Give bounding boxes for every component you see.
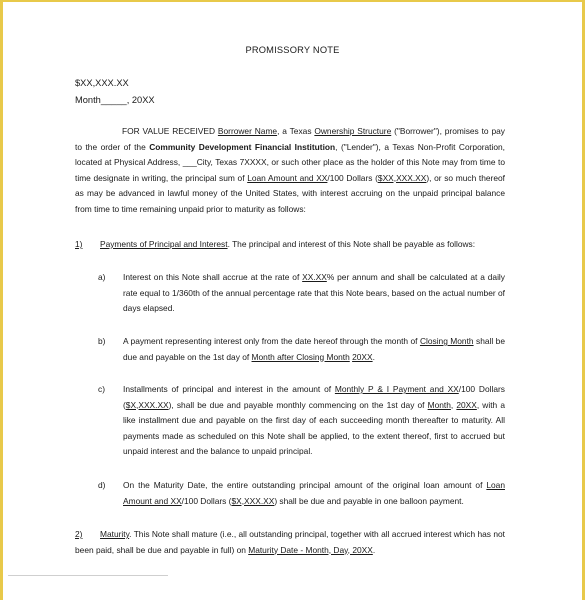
item-letter: d) xyxy=(98,480,106,490)
intro-text: ), or so much thereof as may be advanced in lawful money of the United States, with interest accruing on the unpaid principal balance from time to time remaining unpaid prior to maturity as follows: xyxy=(75,172,505,214)
section-1-heading xyxy=(75,237,505,253)
list-item xyxy=(98,270,505,317)
section-text: . This Note shall mature (i.e., all outstanding principal, together with all accrued interest which has not been paid, shall be due and payable in full) on xyxy=(75,529,505,555)
item-text xyxy=(123,270,505,317)
text-run: ), shall be due and payable monthly commencing on the 1st day of xyxy=(168,399,428,410)
text-run: . xyxy=(372,351,375,362)
intro-paragraph xyxy=(75,124,505,217)
text-run: Installments of principal and interest in the amount of xyxy=(123,384,335,394)
note-amount: $XX,XXX.XX xyxy=(75,78,129,88)
ownership-structure-field: Ownership Structure xyxy=(314,126,392,136)
borrower-name-field: Borrower Name xyxy=(217,126,278,136)
month-after-closing-field: Month after Closing Month xyxy=(251,351,350,362)
intro-text: ("Borrower"), promises to pay to the order of the xyxy=(75,126,505,152)
text-run: Interest on this Note shall accrue at the rate of xyxy=(123,272,303,282)
text-run: A payment representing interest only from the date hereof through the month of xyxy=(123,336,420,346)
watermark-strip xyxy=(8,575,168,598)
text-run: , with a like installment due and payable on the first day of each succeeding month thereafter to maturity. All payments made as scheduled on this Note shall be applied, to the extent thereof, first to accrued but unpaid interest and the balance to unpaid principal. xyxy=(123,399,505,456)
section-text: . xyxy=(372,544,376,555)
item-text xyxy=(123,478,505,509)
section-title: Maturity xyxy=(100,529,130,539)
year-field: 20XX xyxy=(352,351,373,362)
lender-name: Community Development Financial Institution xyxy=(149,141,336,152)
loan-amount-number-field: $X,XXX.XX xyxy=(231,495,275,506)
month-field: Month xyxy=(427,399,451,410)
text-run: shall be due and payable on the 1st day of xyxy=(123,336,505,362)
loan-amount-words-field: Loan Amount and XX xyxy=(123,480,505,506)
text-run: % per annum and shall be calculated at a daily rate equal to 1/360th of the annual percentage rate that this Note bears, based on the actual number of days elapsed. xyxy=(123,272,505,313)
maturity-date-field: Maturity Date - Month, Day, 20XX xyxy=(248,544,373,555)
list-item xyxy=(98,478,505,509)
section-2-paragraph xyxy=(75,527,505,558)
item-letter: c) xyxy=(98,384,105,394)
list-item xyxy=(98,382,505,460)
item-letter: b) xyxy=(98,336,106,346)
document-title: PROMISSORY NOTE xyxy=(245,45,340,55)
item-text xyxy=(123,382,505,460)
closing-month-field: Closing Month xyxy=(419,336,474,346)
note-date: Month_____, 20XX xyxy=(75,95,155,105)
list-item xyxy=(98,334,505,365)
loan-amount-words-field: Loan Amount and XX xyxy=(247,172,328,183)
year-field: 20XX xyxy=(456,399,477,410)
text-run: ) shall be due and payable in one balloon payment. xyxy=(274,495,464,506)
intro-text: , ("Lender"), a Texas Non-Profit Corporation, located at Physical Address, ___City, Texas 7XXXX, or such other place as the holder of this Note may from time to time designate in writing, the principal sum of xyxy=(75,141,505,183)
item-text xyxy=(123,334,505,365)
text-run: /100 Dollars ( xyxy=(181,495,232,506)
item-letter: a) xyxy=(98,272,106,282)
section-text: . The principal and interest of this Note shall be payable as follows: xyxy=(227,239,476,249)
loan-amount-number-field: $XX,XXX.XX xyxy=(377,172,427,183)
intro-text: FOR VALUE RECEIVED xyxy=(122,126,218,136)
text-run: , xyxy=(450,399,457,410)
section-title: Payments of Principal and Interest xyxy=(100,239,228,249)
interest-rate-field: XX.XX xyxy=(302,272,327,282)
text-run: /100 Dollars ( xyxy=(123,384,505,410)
payment-words-field: Monthly P & I Payment and XX xyxy=(334,384,459,394)
intro-text: , a Texas xyxy=(277,126,315,136)
section-number: 1) xyxy=(75,239,83,249)
text-run: On the Maturity Date, the entire outstanding principal amount of the original loan amount of xyxy=(123,480,487,490)
payment-number-field: $X,XXX.XX xyxy=(125,399,169,410)
section-number: 2) xyxy=(75,529,83,539)
intro-text: /100 Dollars ( xyxy=(327,172,378,183)
